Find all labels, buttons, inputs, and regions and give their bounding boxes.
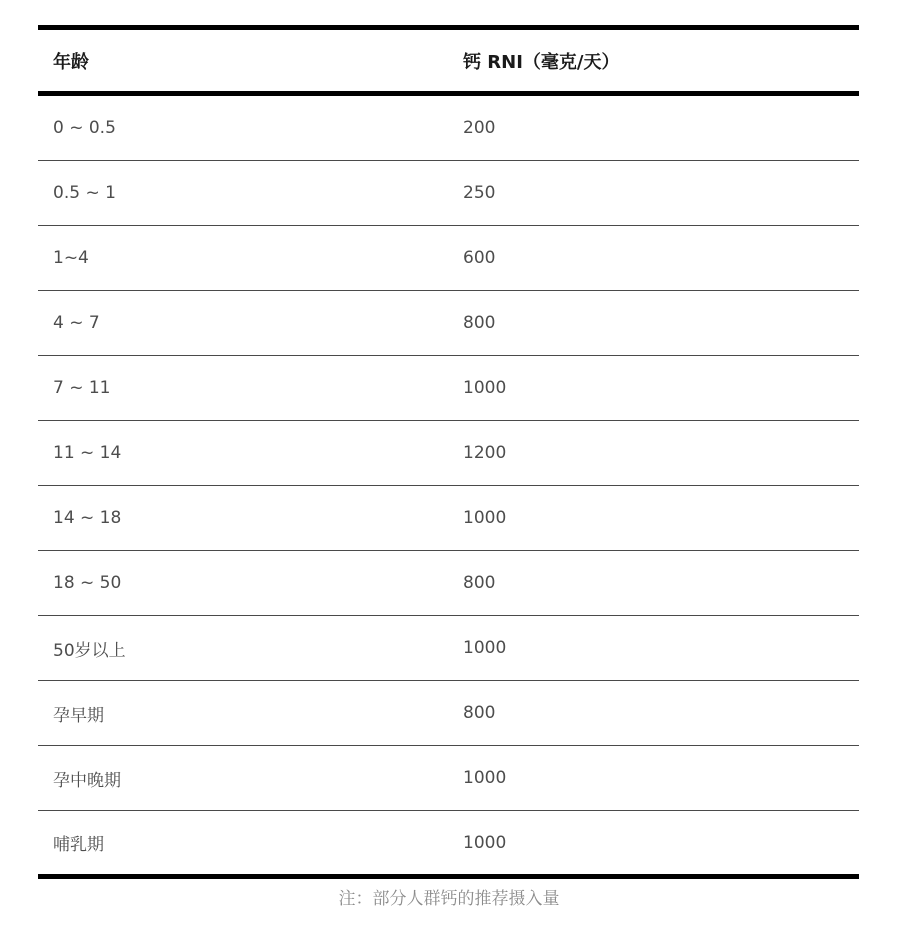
calcium-value-text: 800 (463, 313, 496, 333)
calcium-cell (448, 703, 859, 723)
age-text: 11 ~ 14 (53, 443, 122, 463)
age-text: 50岁以上 (53, 640, 126, 661)
calcium-cell (448, 638, 859, 658)
header-cell-age (38, 48, 448, 74)
age-cell (38, 183, 448, 203)
calcium-cell (448, 573, 859, 593)
table-body (38, 96, 859, 879)
age-text: 14 ~ 18 (53, 508, 122, 528)
table-row (38, 226, 859, 291)
age-text: 4 ~ 7 (53, 313, 100, 333)
age-cell (38, 118, 448, 138)
table-row (38, 681, 859, 746)
calcium-value-text: 1000 (463, 832, 507, 853)
age-text: 孕中晚期 (53, 770, 121, 791)
table-row (38, 356, 859, 421)
calcium-cell (448, 118, 859, 138)
age-cell (38, 443, 448, 463)
age-cell (38, 766, 448, 791)
table-row (38, 746, 859, 811)
calcium-cell (448, 833, 859, 853)
table-row (38, 291, 859, 356)
header-calcium-label: 钙 RNI（毫克/天） (463, 51, 620, 73)
calcium-cell (448, 183, 859, 203)
age-cell (38, 830, 448, 855)
calcium-value-text: 1000 (463, 768, 507, 788)
calcium-rni-table (38, 25, 859, 879)
calcium-value-text: 800 (463, 573, 496, 593)
age-text: 0.5 ~ 1 (53, 183, 116, 203)
calcium-cell (448, 378, 859, 398)
table-row (38, 486, 859, 551)
table-row (38, 551, 859, 616)
table-row (38, 161, 859, 226)
header-age-label: 年龄 (53, 51, 89, 73)
calcium-value-text: 250 (463, 183, 496, 203)
age-text: 0 ~ 0.5 (53, 118, 116, 138)
age-cell (38, 378, 448, 398)
calcium-value-text: 600 (463, 248, 496, 268)
table-row (38, 616, 859, 681)
calcium-value-text: 1000 (463, 508, 507, 528)
calcium-value-text: 1200 (463, 443, 507, 463)
age-cell (38, 636, 448, 661)
calcium-cell (448, 768, 859, 788)
age-cell (38, 313, 448, 333)
age-cell (38, 248, 448, 268)
age-text: 18 ~ 50 (53, 573, 122, 593)
age-cell (38, 701, 448, 726)
table-row (38, 96, 859, 161)
age-text: 7 ~ 11 (53, 378, 111, 398)
calcium-cell (448, 443, 859, 463)
calcium-value-text: 1000 (463, 378, 507, 398)
calcium-cell (448, 248, 859, 268)
calcium-value-text: 800 (463, 703, 496, 723)
age-text: 孕早期 (53, 705, 104, 726)
header-cell-calcium (448, 48, 859, 74)
calcium-cell (448, 508, 859, 528)
table-row (38, 811, 859, 879)
age-text: 1~4 (53, 248, 89, 268)
table-row (38, 421, 859, 486)
table-note: 注：部分人群钙的推荐摄入量 (338, 889, 560, 909)
age-cell (38, 508, 448, 528)
calcium-cell (448, 313, 859, 333)
calcium-value-text: 200 (463, 118, 496, 138)
age-cell (38, 573, 448, 593)
table-header-row (38, 30, 859, 96)
calcium-value-text: 1000 (463, 638, 507, 658)
age-text: 哺乳期 (53, 835, 104, 855)
